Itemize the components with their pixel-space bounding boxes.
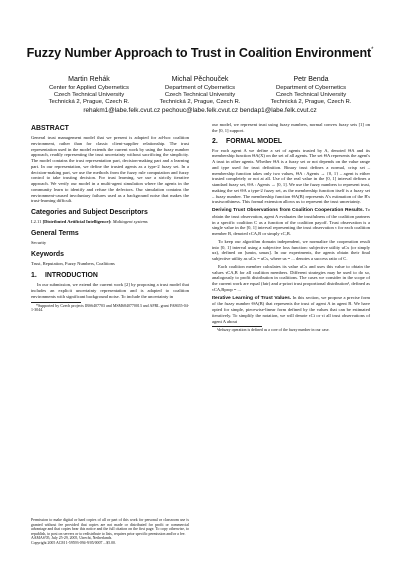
category-italic: Multiagent systems (112, 219, 148, 224)
copyright-line: Copyright 2005 ACM 1-59593-094-9/05/0007 ...$5.00. (31, 540, 116, 545)
formal-number: 2. (212, 137, 218, 145)
permission-text: Permission to make digital or hard copies of all or part of this work for personal or classroom use is granted without fee provided that copies are not made or distributed for profit or commercial advantage and that copies bear this notice and the full citation on the first page. To copy otherwise, to republish, to post on servers or to redistribute to lists, requires prior specific permission and/or a fee. (31, 518, 189, 536)
left-column (31, 122, 189, 313)
author-name: Martin Rehák (68, 76, 110, 83)
author-1 (34, 76, 144, 106)
sub2-heading: Iterative Learning of Trust Values. (212, 295, 292, 301)
author-addr: Technická 2, Prague, Czech R. (159, 98, 241, 105)
author-emails: rehakm1@labe.felk.cvut.cz pechouc@labe.felk.cvut.cz bendap1@labe.felk.cvut.cz (83, 107, 317, 114)
category-bold: [Distributed Artificial Intelligence]: (42, 219, 112, 224)
keywords-heading: Keywords (31, 250, 64, 258)
conference-line: AAMAS'05, July 25-29, 2005, Utrecht, Netherlands. (31, 536, 113, 541)
general-terms-heading: General Terms (31, 229, 79, 237)
permission-block (31, 518, 189, 545)
author-dept: Center for Applied Cybernetics (49, 84, 129, 91)
keywords-text: Trust, Reputation, Fuzzy Numbers, Coalitions (31, 260, 115, 266)
general-terms-text: Security (31, 239, 47, 245)
formal-para-2: To keep our algorithm domain independent, we normalize the cooperation result into [0, 1] interval using a subjective loss function: subjective utility uCx (or simply ux), defined on [umin, umax]. In our experiments, the agents obtain their final subjective utility as uCx = uCs, where us = ... denotes a success ratio of C. (212, 238, 370, 261)
author-name: Petr Benda (293, 76, 329, 83)
author-addr: Technická 2, Prague, Czech R. (270, 98, 352, 105)
footnote-support: *Supported by Czech projects IBS6407703 and MSM6840770013 and AFRL grant FA8655-04-1-3044. (31, 302, 189, 313)
author-univ: Czech Technical University (275, 91, 347, 98)
right-column (212, 122, 370, 333)
author-2 (145, 76, 255, 106)
formal-heading (212, 138, 370, 146)
intro-title: INTRODUCTION (45, 272, 98, 280)
abstract-text: General trust management model that we present is adapted for ad-hoc coalition environment, rather than for classic client-supplier relationship. The trust representation used in the model extends the current work by using the fuzzy number approach, readily representing the trust uncertainty without sacrificing the simplicity. The model contains the trust representation part, decision-making part and a learning part. In our representation, we define the trusted agents as a type-2 fuzzy set. In a decision-making part, we use the methods from the fuzzy rule computation and fuzzy control to take trusting decision. For trust learning, we use a strictly iterative approach. We verify our model in a multi-agent simulation where the agents in the community learn to identify and refuse the defectors. Our simulation contains the environment-caused involuntary failures used as a background noise that makes the trust-learning difficult. (31, 135, 189, 204)
author-addr: Technická 2, Prague, Czech R. (48, 98, 130, 105)
author-univ: Czech Technical University (164, 91, 236, 98)
author-name: Michal Pěchouček (171, 76, 229, 83)
formal-para-1: For each agent A we define a set of agents trusted by A, denoted ΘA and its membership function ΘA(X) on the set of all agents. The set ΘA represents the agent's A trust in other agents. Whether ΘA is a fuzzy set or not depends on the value range and type used for trust definition. Binary trust defines a normal, crisp set – membership function takes only two values, ΘA : Agents → {0, 1} – agent is either trusted completely or not at all. Use of the real value in the [0, 1] interval defines a standard fuzzy set, ΘA : Agents → [0, 1]. We use the fuzzy numbers to represent trust, making the set ΘA a type-2 fuzzy set, as the membership function itself is a fuzzy set – fuzzy number. The membership function ΘA(B) represents A's estimation of the B's trustworthiness. This formal extension allows us to represent the trust uncertainty. (212, 147, 370, 205)
sub2-text: In this section, we propose a precise form of the fuzzy number ΘA(B) that represents the trust of agent A in agent B. We have opted for simple, piecewise-linear form defined by the values that can be estimated iteratively. To simplify the notation, we will denote τCi or τi all trust observations of agent A about (212, 294, 370, 324)
author-dept: Department of Cybernetics (164, 84, 236, 91)
categories-text (31, 219, 189, 225)
intro-number: 1. (31, 272, 37, 280)
intro-text: In our submission, we extend the current work [2] by proposing a trust model that includes an explicit uncertainty representation and is adapted to coalition environments with significant background noise. To include the uncertainty in (31, 282, 189, 299)
author-block (34, 76, 366, 106)
title-text: Fuzzy Number Approach to Trust in Coalition Environment (26, 46, 372, 60)
author-univ: Czech Technical University (53, 91, 125, 98)
sub1-text: To obtain the trust observation, agent A evaluates the trustfulness of the coalition partners in a specific coalition C as a function of the coalition payoff. Trust observation is a single value in the [0, 1] interval representing the trust observation τ for each coalition member B, denoted τCA,B or simply τC,B. (212, 207, 370, 236)
intro-heading (31, 272, 189, 280)
intro-continued: our model, we represent trust using fuzzy numbers, normal convex fuzzy sets [1] on the [0, 1] support. (212, 122, 370, 133)
title-footnote-mark: * (371, 47, 374, 53)
sub1-heading: Deriving Trust Observations from Coalition Cooperation Results. (212, 208, 364, 213)
categories-heading: Categories and Subject Descriptors (31, 209, 148, 216)
author-dept: Department of Cybernetics (275, 84, 347, 91)
formal-title: FORMAL MODEL (226, 137, 283, 145)
paper-title (0, 46, 400, 60)
category-code: I.2.11 (31, 219, 42, 224)
formal-para-3: Each coalition member calculates its value uCx and uses this value to obtain the values τCA,B for all coalition members. Different strategies may be used to do so, analogously to profit distribution in coalitions. The cases we consider in the scope of the current work are equal (fair) and a-priori trust proportional distribution¹, defined as τCA,Bprop = ... (212, 263, 370, 292)
footnote-defuzzy: ¹defuzzy operation is defined as a core of the fuzzy number in our case. (217, 327, 330, 333)
author-3 (256, 76, 366, 106)
abstract-heading: ABSTRACT (31, 125, 69, 132)
